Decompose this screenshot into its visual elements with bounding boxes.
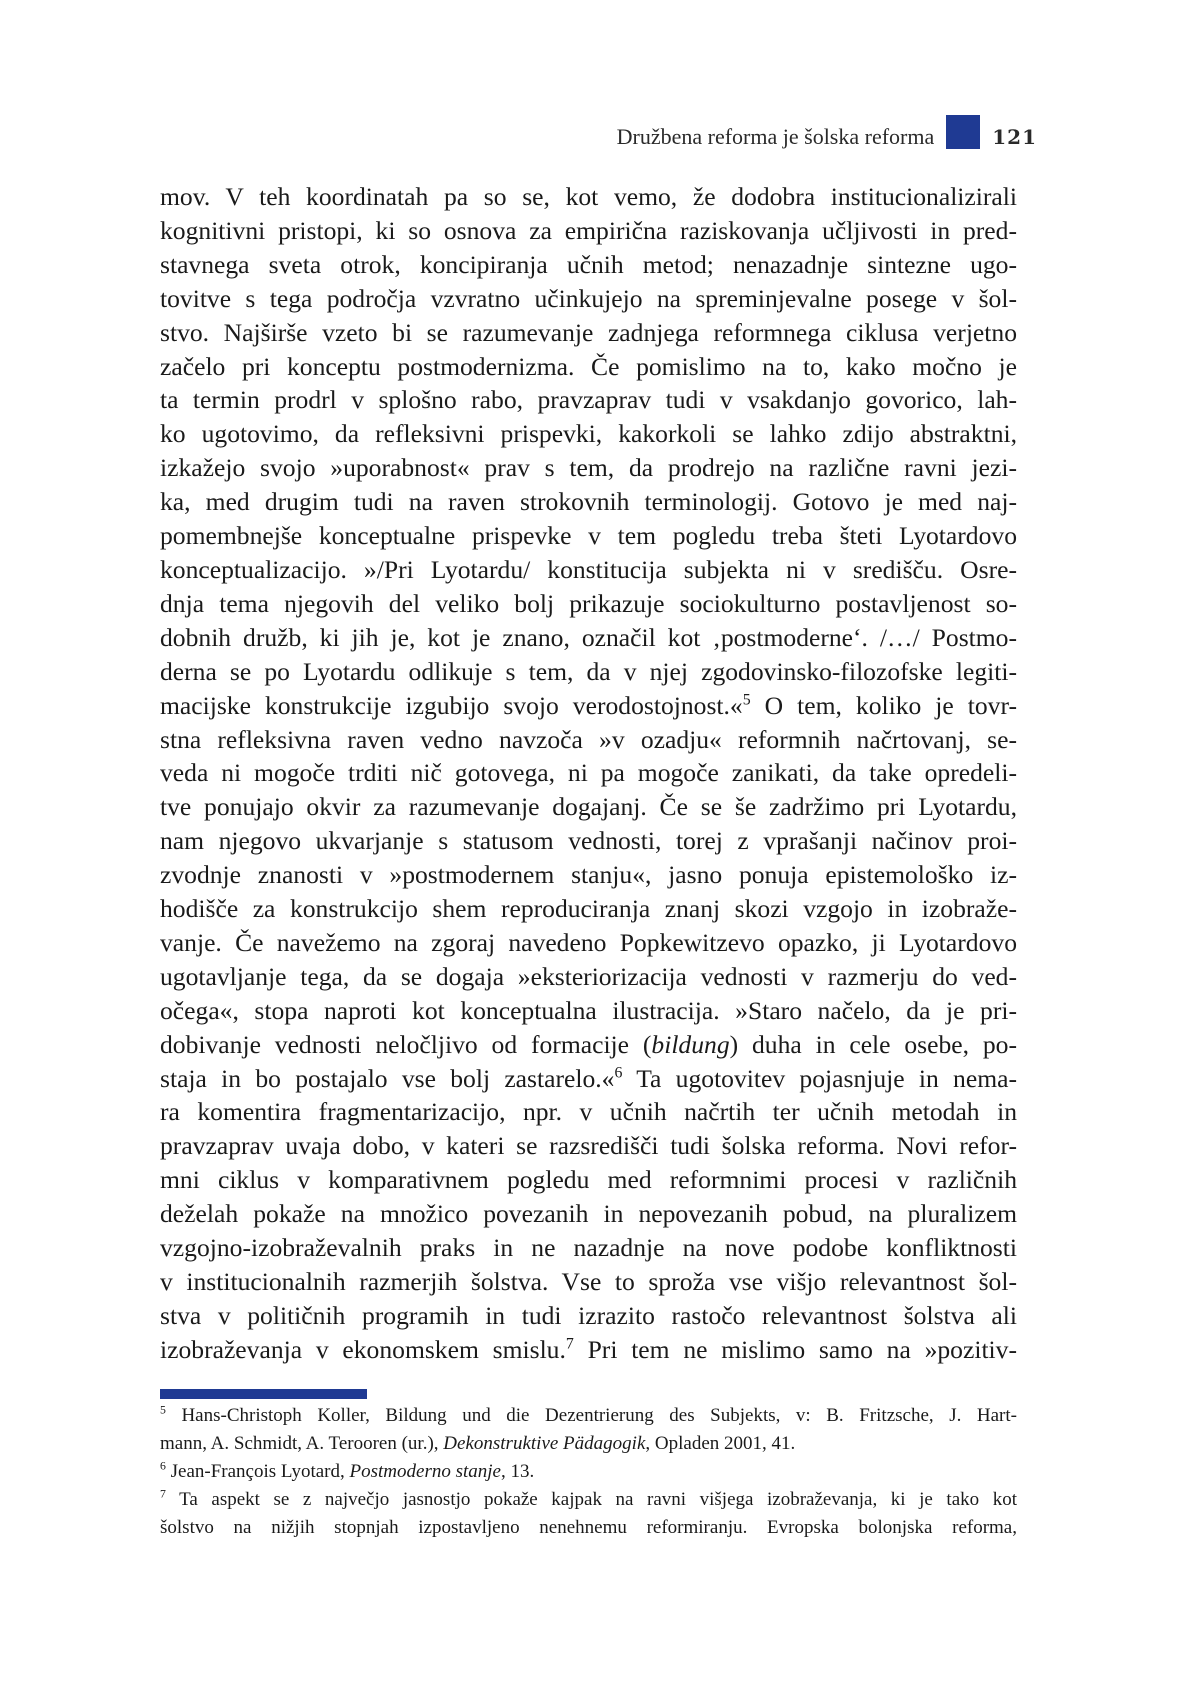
italic-term: bildung [651, 1029, 730, 1059]
footnote-ref-6[interactable]: 6 [614, 1064, 623, 1082]
footnote-text: , Opladen 2001, 41. [645, 1433, 796, 1454]
text-line: ka, med drugim tudi na raven strokovnih terminologij. Gotovo je med naj- [160, 487, 1017, 517]
text-line: ra komentira fragmentarizacijo, npr. v učnih načrtih ter učnih metodah in [160, 1097, 1017, 1127]
text-line: dnja tema njegovih del veliko bolj prikazuje sociokulturno postavljenost so- [160, 588, 1017, 618]
text-segment: dobivanje vednosti neločljivo od formacije ( [160, 1029, 652, 1059]
text-line: stna refleksivna raven vedno navzoča »v ozadju« reformnih načrtovanj, se- [160, 724, 1017, 754]
text-line [160, 1333, 1017, 1367]
footnote-divider [160, 1389, 367, 1399]
text-line: konceptualizacijo. »/Pri Lyotardu/ konstitucija subjekta ni v središču. Osre- [160, 554, 1017, 584]
text-line: veda ni mogoče trditi nič gotovega, ni pa mogoče zanikati, da take opredeli- [160, 758, 1017, 788]
text-line: zvodnje znanosti v »postmodernem stanju«, jasno ponuja epistemološko iz- [160, 860, 1017, 890]
footnote-5-cont [160, 1430, 1017, 1458]
text-segment: macijske konstrukcije izgubijo svojo verodostojnost.« [160, 690, 743, 720]
text-line: tve ponujajo okvir za razumevanje dogajanj. Če se še zadržimo pri Lyotardu, [160, 792, 1017, 822]
footnote-text: mann, A. Schmidt, A. Terooren (ur.), [160, 1433, 444, 1454]
text-line: mov. V teh koordinatah pa so se, kot vemo, že dodobra institucionalizirali [160, 182, 1017, 211]
text-segment: ) duha in cele osebe, po- [729, 1029, 1018, 1059]
text-line: vanje. Če navežemo na zgoraj navedeno Popkewitzevo opazko, ji Lyotardovo [160, 927, 1017, 957]
text-segment: izobraževanja v ekonomskem smislu. [160, 1334, 566, 1364]
text-line [160, 1062, 1017, 1096]
footnote-number: 5 [160, 1403, 166, 1417]
text-line: deželah pokaže na množico povezanih in nepovezanih pobud, na pluralizem [160, 1199, 1017, 1229]
text-line: dobnih družb, ki jih je, kot je znano, označil kot ‚postmoderne‘. /…/ Postmo- [160, 622, 1017, 652]
text-segment: Pri tem ne mislimo samo na »pozitiv- [573, 1334, 1017, 1364]
footnote-text: Hans-Christoph Koller, Bildung und die Dezentrierung des Subjekts, v: B. Fritzsche, J. Hart- [165, 1405, 1017, 1426]
text-line: kognitivni pristopi, ki so osnova za empirična raziskovanja učljivosti in pred- [160, 215, 1017, 245]
text-line: stavnega sveta otrok, koncipiranja učnih metod; nenazadnje sintezne ugo- [160, 249, 1017, 279]
footnote-text: Jean-François Lyotard, [165, 1461, 350, 1482]
text-line: ugotavljanje tega, da se dogaja »eksteriorizacija vednosti v razmerju do ved- [160, 961, 1017, 991]
footnote-6 [160, 1458, 1017, 1486]
footnote-7-cont: šolstvo na nižjih stopnjah izpostavljeno nenehnemu reformiranju. Evropska bolonjska reforma, [160, 1517, 1017, 1538]
footnote-number: 7 [160, 1487, 166, 1501]
footnote-title: Postmoderno stanje [349, 1461, 501, 1482]
text-line: ko ugotovimo, da refleksivni prispevki, kakorkoli se lahko zdijo abstraktni, [160, 419, 1017, 449]
text-line: ta termin prodrl v splošno rabo, pravzaprav tudi v vsakdanjo govorico, lah- [160, 385, 1017, 415]
footnote-text: , 13. [500, 1461, 535, 1482]
page-number: 121 [992, 125, 1037, 149]
accent-square [946, 115, 980, 149]
text-line: vzgojno-izobraževalnih praks in ne nazadnje na nove podobe konfliktnosti [160, 1233, 1017, 1263]
footnote-5 [160, 1402, 1017, 1430]
text-segment: staja in bo postajalo vse bolj zastarelo.« [160, 1063, 615, 1093]
text-line: očega«, stopa naproti kot konceptualna ilustracija. »Staro načelo, da je pri- [160, 995, 1017, 1025]
footnote-7 [160, 1486, 1017, 1514]
text-line: pravzaprav uvaja dobo, v kateri se razsredišči tudi šolska reforma. Novi refor- [160, 1131, 1017, 1161]
text-segment: O tem, koliko je tovr- [750, 690, 1018, 720]
text-segment: Ta ugotovitev pojasnjuje in nema- [622, 1063, 1018, 1093]
text-line: nam njegovo ukvarjanje s statusom vednosti, torej z vprašanji načinov proi- [160, 826, 1017, 856]
footnote-title: Dekonstruktive Pädagogik [443, 1433, 646, 1454]
text-line: stvo. Najširše vzeto bi se razumevanje zadnjega reformnega ciklusa verjetno [160, 317, 1017, 347]
text-line: derna se po Lyotardu odlikuje s tem, da v njej zgodovinsko-filozofske legiti- [160, 656, 1017, 686]
text-line: pomembnejše konceptualne prispevke v tem pogledu treba šteti Lyotardovo [160, 521, 1017, 551]
text-line: v institucionalnih razmerjih šolstva. Vse to sproža vse višjo relevantnost šol- [160, 1267, 1017, 1296]
text-line: stva v političnih programih in tudi izrazito rastočo relevantnost šolstva ali [160, 1300, 1017, 1330]
footnotes [160, 1402, 1017, 1542]
text-line [160, 1028, 1017, 1062]
running-title: Družbena reforma je šolska reforma [616, 124, 935, 149]
text-line: začelo pri konceptu postmodernizma. Če pomislimo na to, kako močno je [160, 351, 1017, 381]
footnote-ref-5[interactable]: 5 [742, 691, 751, 709]
text-line: tovitve s tega področja vzvratno učinkujejo na spreminjevalne posege v šol- [160, 283, 1017, 313]
text-line: mni ciklus v komparativnem pogledu med reformnimi procesi v različnih [160, 1165, 1017, 1195]
footnote-text: Ta aspekt se z največjo jasnostjo pokaže kajpak na ravni višjega izobraževanja, ki je tako kot [165, 1489, 1017, 1510]
running-header [617, 124, 1037, 150]
text-line: izkažejo svojo »uporabnost« prav s tem, da prodrejo na različne ravni jezi- [160, 453, 1017, 483]
text-line: hodišče za konstrukcijo shem reproduciranja znanj skozi vzgojo in izobraže- [160, 894, 1017, 924]
text-line [160, 689, 1017, 723]
body-text [160, 180, 1017, 1367]
footnote-ref-7[interactable]: 7 [565, 1335, 574, 1353]
footnote-number: 6 [160, 1459, 166, 1473]
